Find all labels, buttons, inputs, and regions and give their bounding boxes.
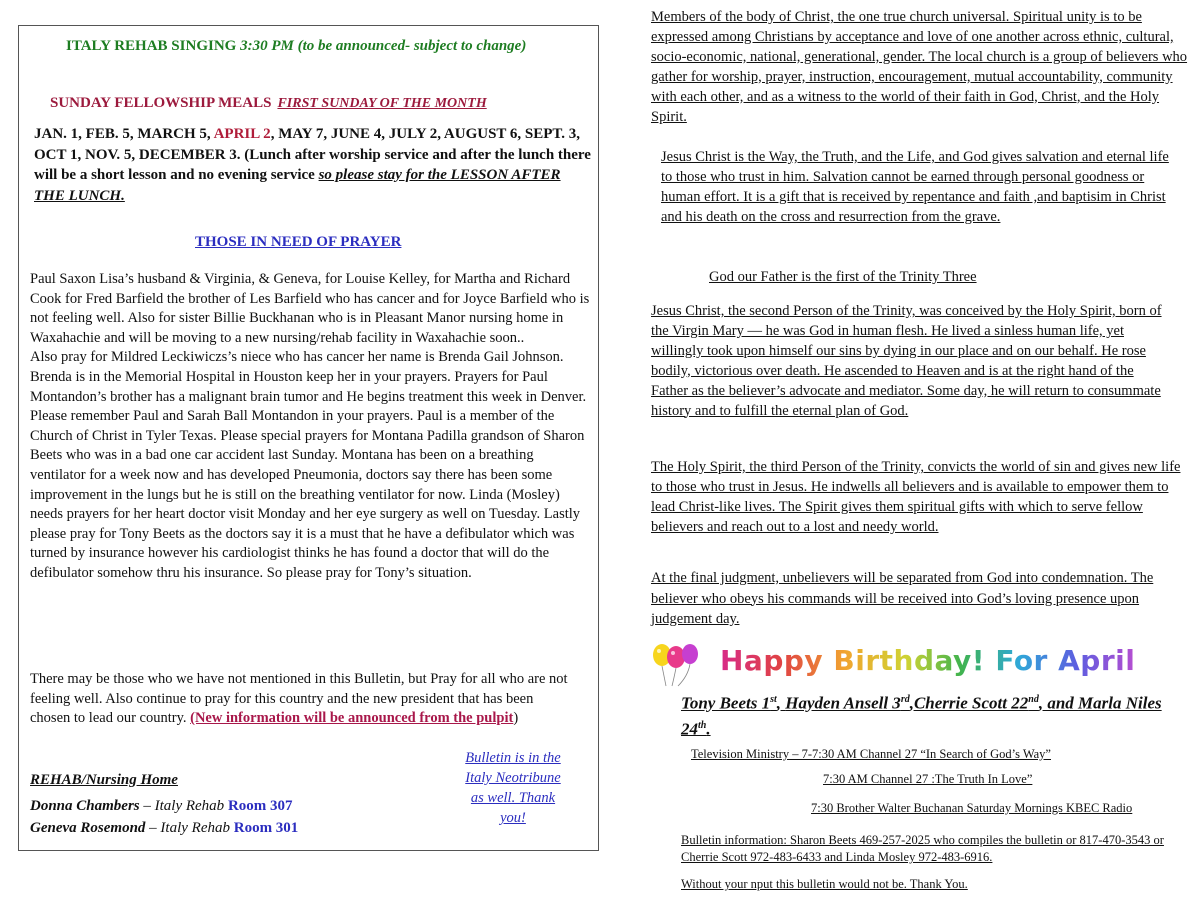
italy-title: ITALY REHAB SINGING bbox=[66, 38, 237, 54]
april-date: APRIL 2 bbox=[213, 126, 271, 142]
italy-time: 3:30 PM (to be announced- subject to change) bbox=[240, 38, 527, 54]
pulpit-note: (New information will be announced from the pulpit bbox=[190, 710, 514, 727]
tv-ministry-line: Television Ministry – 7-7:30 AM Channel 27 “In Search of God’s Way” bbox=[691, 747, 1051, 761]
fellowship-heading bbox=[50, 95, 487, 112]
tv-ministry-line: 7:30 AM Channel 27 :The Truth In Love” bbox=[823, 772, 1033, 786]
resident-entry: Donna Chambers – Italy Rehab Room 307 bbox=[30, 798, 293, 814]
rehab-heading: REHAB/Nursing Home bbox=[30, 772, 178, 788]
lesson-note: so please stay for the LESSON AFTER THE LUNCH. bbox=[34, 167, 561, 204]
resident-entry: Geneva Rosemond – Italy Rehab Room 301 bbox=[30, 820, 299, 836]
body-of-christ-paragraph: Members of the body of Christ, the one true church universal. Spiritual unity is to be expressed among Christians by acceptance and love of one another across ethnic, cultural, socio-economic, national, generational, gender. The local church is a group of believers who gather for worship, prayer, instruction, encouragement, mutual accountability, community with each other, and as a witness to the world of their faith in God, Christ, and the Holy Spirit. bbox=[651, 9, 1188, 125]
italy-rehab-heading bbox=[66, 38, 526, 55]
jesus-second-paragraph: Jesus Christ, the second Person of the Trinity, was conceived by the Holy Spirit, born of the Virgin Mary — he was God in human flesh. He lived a sinless human life, yet willingly took upon himself our sins by dying in our place and on our behalf. He rose bodily, victorious over death. He ascended to Heaven and is at the right hand of the Father as the believer’s advocate and mediator. Some day, he will return to consummate history and to fulfill the eternal plan of God. bbox=[651, 303, 1162, 419]
radio-ministry-line: 7:30 Brother Walter Buchanan Saturday Mornings KBEC Radio bbox=[811, 801, 1133, 815]
prayer-paragraph-2: Also pray for Mildred Leckiwiczs’s niece who has cancer her name is Brenda Gail Johnson. Brenda is in the Memorial Hospital in Houston keep her in your prayers. Prayers for Paul Montandon’s brother has a malignant brain tumor and He begins treatment this week in Denver. Please remember Paul and Sarah Ball Montandon in your prayers. Paul is a member of the Church of Christ in Tyler Texas. Please special prayers for Montana Padilla grandson of Sharon Beets who was in a bad one car accident last Sunday. Montana has been on a breathing ventilator for a week now and has developed Pneumonia, doctors say there has been some improvement in the lungs but he is still on the breathing ventilator for now. Linda (Mosley) needs prayers for her heart doctor visit Monday and her eye surgery as well on Tuesday. Lastly please pray for Tony Beets as the doctors say it is a must that he have a defibulator which was turned by insurance however his cardiologist thinks he has found a doctor that will do the defibulator somehow thru his insurance. So please pray for Tony’s situation. bbox=[30, 349, 587, 581]
holy-spirit-paragraph: The Holy Spirit, the third Person of the Trinity, convicts the world of sin and gives new life to those who trust in Jesus. He indwells all believers and is available to empower them to lead Christ-like lives. The Spirit gives them spiritual gifts with which to serve fellow believers and reach out to a lost and needy world. bbox=[651, 459, 1181, 535]
god-father-line: God our Father is the first of the Trinity Three bbox=[709, 269, 977, 285]
prayer-list bbox=[30, 270, 592, 584]
prayer-paragraph-1: Paul Saxon Lisa’s husband & Virginia, & Geneva, for Louise Kelley, for Martha and Richard Cook for Fred Barfield the brother of Les Barfield who has cancer and for Joyce Barfield who is not feeling well. Also for sister Billie Buckhanan who is in Pleasant Manor nursing home in Waxahachie and will be moving to a new nursing/rehab facility in Waxahachie soon.. bbox=[30, 271, 590, 346]
bulletin-contact-info: Bulletin information: Sharon Beets 469-257-2025 who compiles the bulletin or 817-470-3543 or Cherrie Scott 972-483-6433 and Linda Mosley 972-483-6916. bbox=[681, 833, 1164, 864]
meal-dates: JAN. 1, FEB. 5, MARCH 5, APRIL 2, MAY 7, JUNE 4, JULY 2, AUGUST 6, SEPT. 3, OCT 1, NOV. 5, DECEMBER 3. (Lunch after worship service and after the lunch there will be a short lesson and no evening service so please stay for the LESSON AFTER THE LUNCH. bbox=[34, 126, 591, 204]
birthday-banner bbox=[648, 640, 1168, 688]
fellowship-subtitle: FIRST SUNDAY OF THE MONTH bbox=[277, 96, 487, 111]
closing-prayer: There may be those who we have not mentioned in this Bulletin, but Pray for all who are not feeling well. Also continue to pray for this country and the new president that has been chosen to lead our country. (New information will be announced from the pulpit) bbox=[30, 671, 568, 727]
jesus-way-paragraph: Jesus Christ is the Way, the Truth, and the Life, and God gives salvation and eternal life to those who trust in him. Salvation cannot be earned through personal goodness or human effort. It is a gift that is received by repentance and faith ,and baptisim in Christ and his death on the cross and resurrection from the grave. bbox=[661, 149, 1169, 225]
final-judgment-paragraph: At the final judgment, unbelievers will be separated from God into condemnation. The believer who obeys his commands will be received into God’s loving presence upon judgement day. bbox=[651, 570, 1154, 627]
birthday-title: Happy Birthday! For April bbox=[720, 644, 1136, 677]
prayer-heading: THOSE IN NEED OF PRAYER bbox=[195, 234, 402, 250]
bulletin-note: Bulletin is in the Italy Neotribune as well. Thank you! bbox=[465, 750, 561, 826]
fellowship-title: SUNDAY FELLOWSHIP MEALS bbox=[50, 95, 272, 111]
balloons-icon bbox=[648, 642, 708, 688]
birthday-names: Tony Beets 1st, Hayden Ansell 3rd,Cherrie Scott 22nd, and Marla Niles 24th. bbox=[681, 693, 1162, 739]
thank-you-line: Without your nput this bulletin would not be. Thank You. bbox=[681, 877, 968, 891]
